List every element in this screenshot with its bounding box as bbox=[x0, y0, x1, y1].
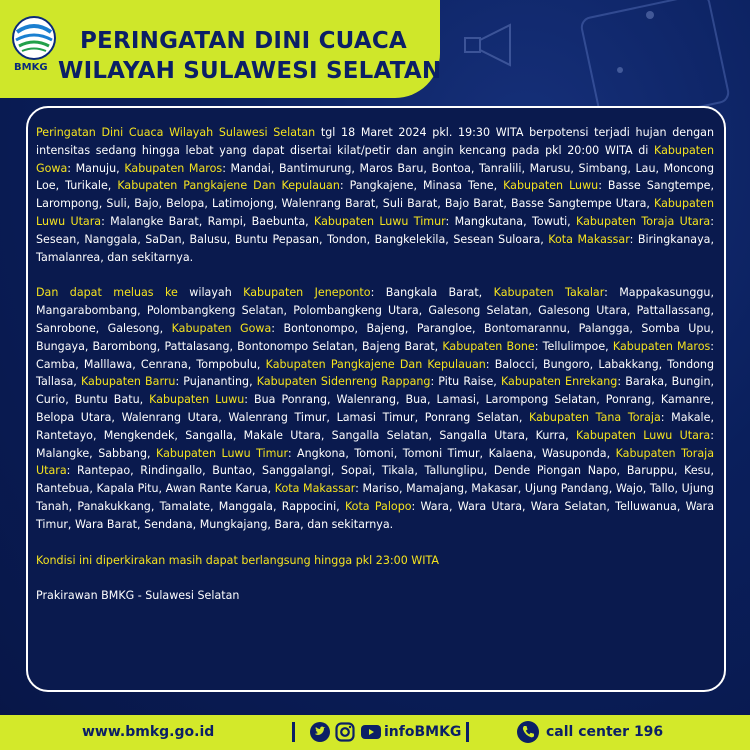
region-details: : Sesean, Nanggala, SaDan, Balusu, Buntu Pepasan, Tondon, Bangkelekila, Sesean Suloara, bbox=[36, 214, 714, 246]
region-details: tgl 18 Maret 2024 pkl. 19:30 WITA berpotensi terjadi hujan dengan intensitas sedang hingga lebat yang dapat disertai kilat/petir dan angin kencang pada pkl 20:00 WITA di bbox=[36, 126, 714, 157]
website-link[interactable]: www.bmkg.go.id bbox=[82, 724, 215, 740]
region-details: : Bangkala Barat, bbox=[370, 286, 494, 300]
region-name: Kabupaten Maros bbox=[124, 161, 223, 175]
region-details: : Malangke, Sabbang, bbox=[36, 428, 714, 460]
region-details: : Pujananting, bbox=[175, 375, 257, 389]
region-name: Dan dapat meluas ke bbox=[36, 286, 178, 300]
social-handle[interactable]: infoBMKG bbox=[384, 724, 462, 740]
region-name: Kabupaten Luwu bbox=[503, 179, 599, 193]
call-center[interactable]: call center 196 bbox=[546, 724, 664, 740]
region-details: : Basse Sangtempe, Larompong, Suli, Bajo, Belopa, Latimojong, Walenrang Barat, Suli Barat, Bajo Barat, Basse Sangtempe Utara, bbox=[36, 179, 714, 211]
region-details: : Mandai, Bantimurung, Maros Baru, Bontoa, Tanralili, Marusu, Simbang, Lau, Moncong Loe, Turikale, bbox=[36, 161, 715, 193]
region-details: : Mappakasunggu, Mangarabombang, Polombangkeng Selatan, Polombangkeng Utara, Galesong Selatan, Galesong Utara, Pattallassang, Sanrobone, Galesong, bbox=[36, 286, 714, 335]
region-name: Kabupaten Maros bbox=[612, 339, 711, 353]
region-details: : Wara, Wara Utara, Wara Selatan, Telluwanua, Wara Timur, Wara Barat, Sendana, Mungkajang, Bara, dan sekitarnya. bbox=[36, 499, 715, 531]
region-name: Kabupaten Pangkajene Dan Kepulauan bbox=[117, 179, 340, 193]
logo-text: BMKG bbox=[14, 62, 48, 73]
twitter-icon[interactable] bbox=[310, 722, 330, 742]
region-name: Kota Makassar bbox=[274, 482, 356, 496]
warning-duration: Kondisi ini diperkirakan masih dapat berlangsung hingga pkl 23:00 WITA bbox=[36, 553, 440, 567]
region-name: Kabupaten Tana Toraja bbox=[529, 410, 661, 424]
region-details: : Pangkajene, Minasa Tene, bbox=[339, 179, 504, 193]
region-name: Kabupaten Luwu Utara bbox=[575, 428, 711, 442]
region-details: : Mangkutana, Towuti, bbox=[445, 214, 577, 228]
warning-paragraph-1 bbox=[36, 124, 714, 266]
region-details: : Mariso, Mamajang, Makasar, Ujung Pandang, Wajo, Tallo, Ujung Tanah, Panakukkang, Tamalate, Manggala, Rappocini, bbox=[36, 482, 714, 513]
warning-text bbox=[36, 124, 714, 623]
region-details: : Biringkanaya, Tamalanrea, dan sekitarnya. bbox=[36, 232, 714, 264]
region-details: : Makale, Rantetayo, Mengkendek, Sangalla, Makale Utara, Sangalla Selatan, Sangalla Utara, Kurra, bbox=[36, 410, 714, 442]
region-name: Kabupaten Pangkajene Dan Kepulauan bbox=[265, 357, 486, 371]
region-name: Kabupaten Takalar bbox=[493, 286, 605, 300]
warning-paragraph-2 bbox=[36, 284, 714, 533]
region-name: Kabupaten Jeneponto bbox=[243, 286, 371, 300]
region-name: Kota Makassar bbox=[548, 232, 630, 246]
region-details: : Pitu Raise, bbox=[430, 375, 501, 389]
region-name: Kabupaten Luwu Utara bbox=[36, 197, 714, 228]
region-name: Kabupaten Sidenreng Rappang bbox=[256, 375, 431, 389]
region-name: Kabupaten Luwu bbox=[149, 393, 245, 407]
youtube-icon[interactable] bbox=[360, 722, 382, 742]
region-name: Kabupaten Gowa bbox=[171, 321, 272, 335]
region-details: : Angkona, Tomoni, Tomoni Timur, Kalaena, Wasuponda, bbox=[287, 446, 616, 460]
region-name: Kota Palopo bbox=[344, 499, 412, 513]
instagram-icon[interactable] bbox=[335, 722, 355, 742]
forecaster-signature: Prakirawan BMKG - Sulawesi Selatan bbox=[36, 589, 240, 603]
region-name: Kabupaten Toraja Utara bbox=[576, 214, 711, 228]
region-details: : Bontonompo, Bajeng, Parangloe, Bontomarannu, Palangga, Somba Upu, Bungaya, Barombong, Pattalasang, Bontonompo Selatan, Bajeng Barat, bbox=[36, 321, 714, 353]
region-name: Kabupaten Bone bbox=[442, 339, 535, 353]
region-name: Peringatan Dini Cuaca Wilayah Sulawesi Selatan bbox=[36, 126, 316, 139]
region-details: wilayah bbox=[177, 286, 244, 300]
region-name: Kabupaten Luwu Timur bbox=[314, 214, 446, 228]
page-title-line1: PERINGATAN DINI CUACA bbox=[80, 28, 407, 54]
region-name: Kabupaten Toraja Utara bbox=[36, 446, 714, 478]
social-icons bbox=[310, 722, 382, 742]
region-details: : Baraka, Bungin, Curio, Buntu Batu, bbox=[36, 375, 715, 407]
phone-icon bbox=[517, 721, 539, 743]
region-details: : Bua Ponrang, Walenrang, Bua, Lamasi, Larompong Selatan, Ponrang, Kamanre, Belopa Utara, Walenrang Utara, Walenrang Timur, Lamasi Timur, Ponrang Selatan, bbox=[36, 393, 714, 424]
region-name: Kabupaten Luwu Timur bbox=[156, 446, 288, 460]
footer-divider bbox=[292, 722, 295, 742]
region-details: : Manuju, bbox=[67, 161, 125, 175]
region-details: : Camba, Malllawa, Cenrana, Tompobulu, bbox=[36, 339, 715, 371]
footer-divider bbox=[466, 722, 469, 742]
region-details: : Malangke Barat, Rampi, Baebunta, bbox=[101, 214, 314, 228]
region-name: Kabupaten Gowa bbox=[36, 143, 714, 175]
region-details: : Rantepao, Rindingallo, Buntao, Sanggalangi, Sopai, Tikala, Tallunglipu, Dende Piongan Napo, Baruppu, Kesu, Rantebua, Kapala Pitu, Awan Rante Karua, bbox=[36, 464, 714, 496]
region-name: Kabupaten Enrekang bbox=[500, 375, 618, 389]
region-name: Kabupaten Barru bbox=[80, 375, 176, 389]
region-details: : Balocci, Bungoro, Labakkang, Tondong Tallasa, bbox=[36, 357, 714, 389]
page-title-line2: WILAYAH SULAWESI SELATAN bbox=[58, 58, 442, 84]
region-details: : Tellulimpoe, bbox=[534, 339, 613, 353]
